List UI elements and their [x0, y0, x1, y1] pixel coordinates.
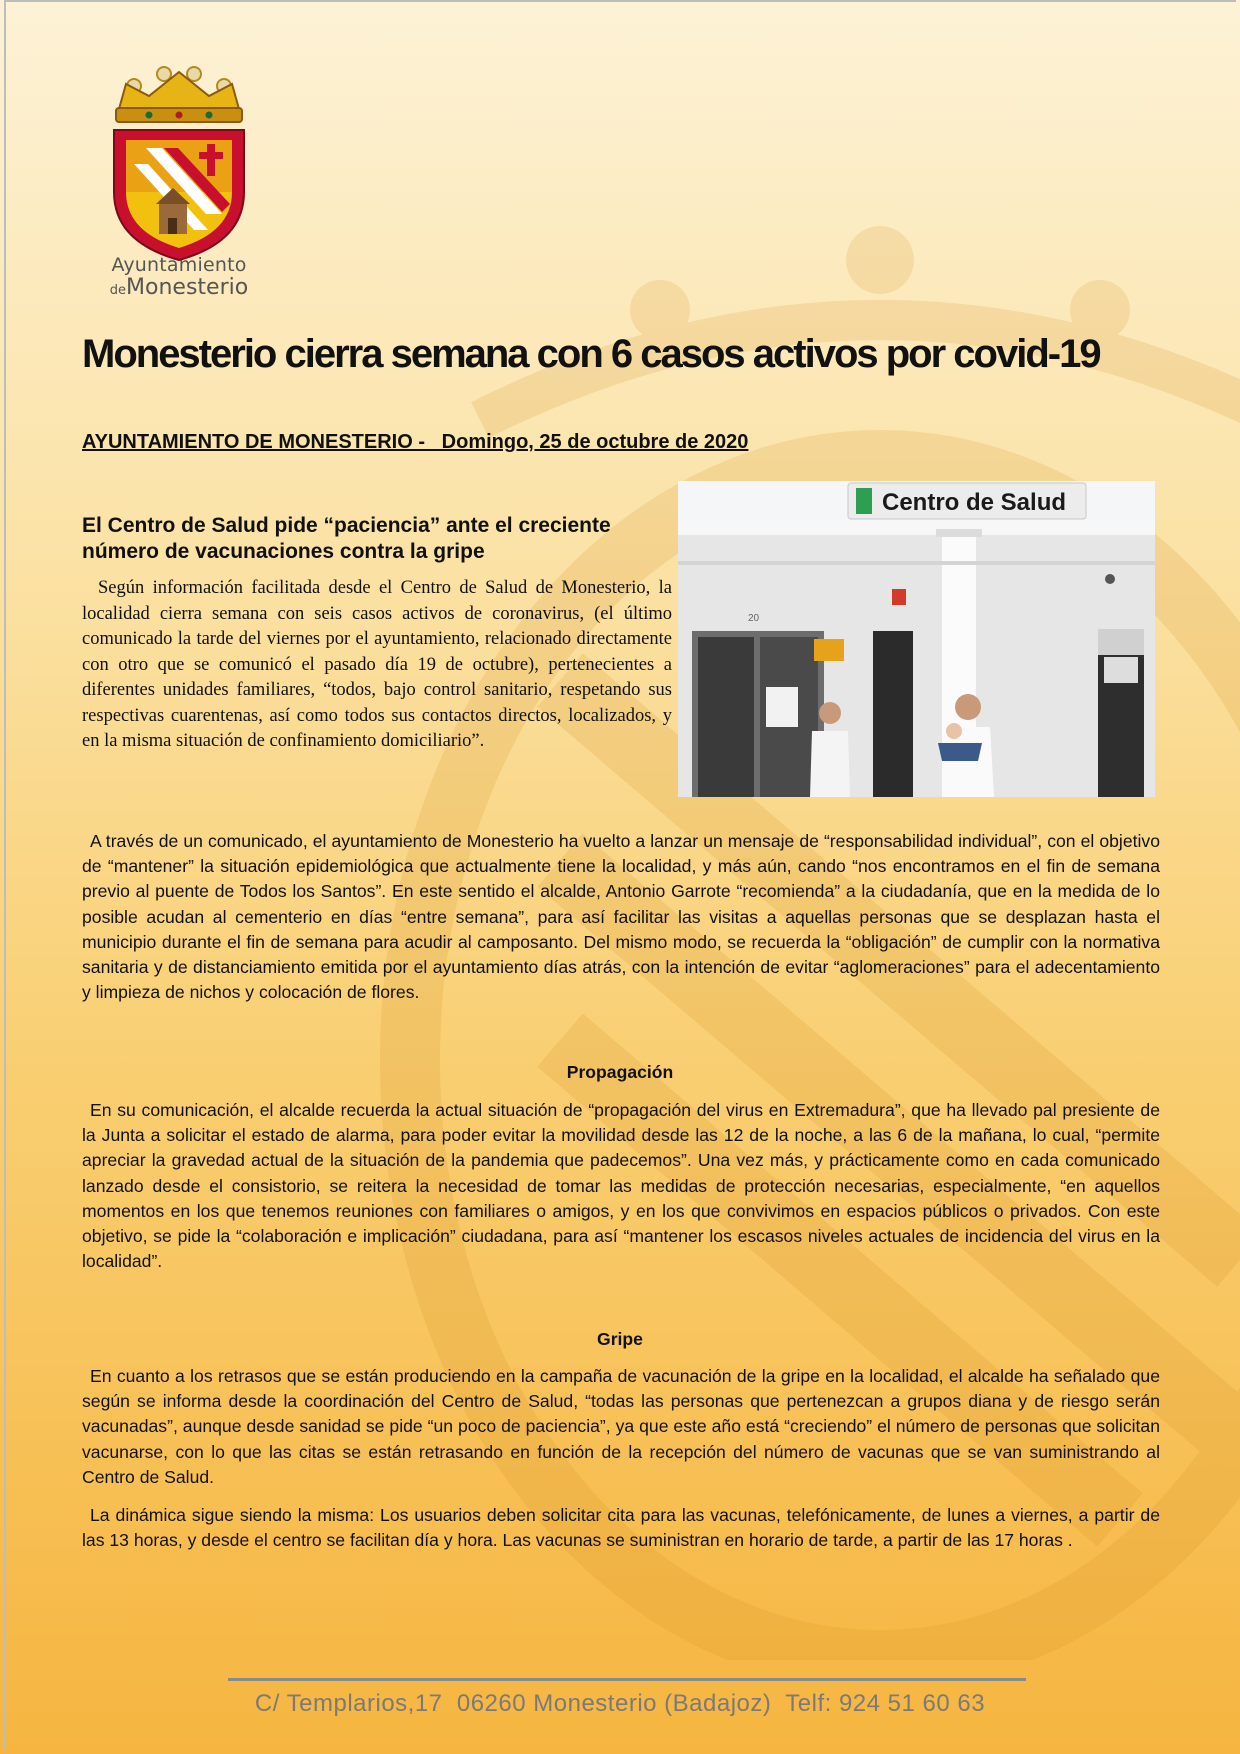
section-title-propagacion: Propagación [566, 1062, 674, 1082]
logo-line2-name: Monesterio [126, 274, 249, 300]
logo-line2 [104, 276, 254, 299]
section-title-gripe: Gripe [597, 1329, 643, 1349]
subheadline: El Centro de Salud pide “paciencia” ante el creciente número de vacunaciones contra la gripe [82, 514, 611, 563]
propagacion-paragraph: En su comunicación, el alcalde recuerda la actual situación de “propagación del virus en Extremadura”, que ha llevado pal presiente de la Junta a solicitar el estado de alarma, para poder evitar la movilidad desde las 12 de la noche, a las 6 de la mañana, lo cual, “permite apreciar la gravedad actual de la situación de la pandemia que padecemos”. Una vez más, y prácticamente como en cada comunicado lanzado desde el consistorio, se reitera la necesidad de tomar las medidas de protección necesarias, especialmente, “en aquellos momentos en los que tenemos reuniones con familiares o amigos, y en los que convivimos en espacios públicos o privados. Con este objetivo, se pide la “colaboración e implicación” ciudadana, para así “mantener los escasos niveles actuales de incidencia del virus en la localidad”. [82, 1100, 1160, 1272]
dateline: AYUNTAMIENTO DE MONESTERIO - Domingo, 25 de octubre de 2020 [82, 431, 749, 453]
second-paragraph: A través de un comunicado, el ayuntamiento de Monesterio ha vuelto a lanzar un mensaje de “responsabilidad individual”, con el objetivo de “mantener” la situación epidemiológica que actualmente tiene la localidad, y más aún, cando “nos encontramos en el fin de semana previo al puente de Todos los Santos”. En este sentido el alcalde, Antonio Garrote “recomienda” a la ciudadanía, que en la medida de lo posible acudan al cementerio en días “entre semana”, para así facilitar las visitas a aquellas personas que se desplazan hasta el municipio durante el fin de semana para acudir al camposanto. Del mismo modo, se recuerda la “obligación” de cumplir con la normativa sanitaria y de distanciamiento emitida por el ayuntamiento días atrás, con la intención de evitar “aglomeraciones” para el adecentamiento y limpieza de nichos y colocación de flores. [82, 831, 1160, 1003]
gripe-paragraph-1: En cuanto a los retrasos que se están produciendo en la campaña de vacunación de la gripe en la localidad, el alcalde ha señalado que según se informa desde la coordinación del Centro de Salud, “todas las personas que pertenezcan a grupos diana y de riesgo serán vacunadas”, aunque desde sanidad se pide “un poco de paciencia”, ya que este año está “creciendo” el número de personas que solicitan vacunarse, con lo que las citas se están retrasando en función de la recepción del número de vacunas que se van suministrando al Centro de Salud. [82, 1366, 1160, 1487]
logo-line2-prefix: de [109, 282, 127, 298]
health-center-photo [678, 481, 1155, 797]
headline: Monesterio cierra semana con 6 casos activos por covid-19 [82, 332, 1100, 376]
logo-caption [104, 256, 254, 299]
footer-address: C/ Templarios,17 06260 Monesterio (Badajoz) Telf: 924 51 60 63 [254, 1690, 986, 1717]
photo-door-number: 20 [748, 613, 760, 624]
intro-paragraph: Según información facilitada desde el Centro de Salud de Monesterio, la localidad cierra semana con seis casos activos de coronavirus, (el último comunicado la tarde del viernes por el ayuntamiento, relacionado directamente con otro que se comunicó el pasado día 19 de octubre), pertenecientes a diferentes unidades familiares, “todos, bajo control sanitario, respetando sus respectivas cuarentenas, así como todos sus contactos directos, localizados, y en la misma situación de confinamiento domiciliario”. [82, 578, 672, 751]
gripe-paragraph-2: La dinámica sigue siendo la misma: Los usuarios deben solicitar cita para las vacunas, telefónicamente, de lunes a viernes, a partir de las 13 horas, y desde el centro se facilitan día y hora. Las vacunas se suministran en horario de tarde, a partir de las 17 horas . [82, 1505, 1160, 1551]
footer-divider [228, 1678, 1026, 1681]
photo-sign: Centro de Salud [882, 489, 1067, 516]
logo-line1: Ayuntamiento [111, 254, 247, 276]
